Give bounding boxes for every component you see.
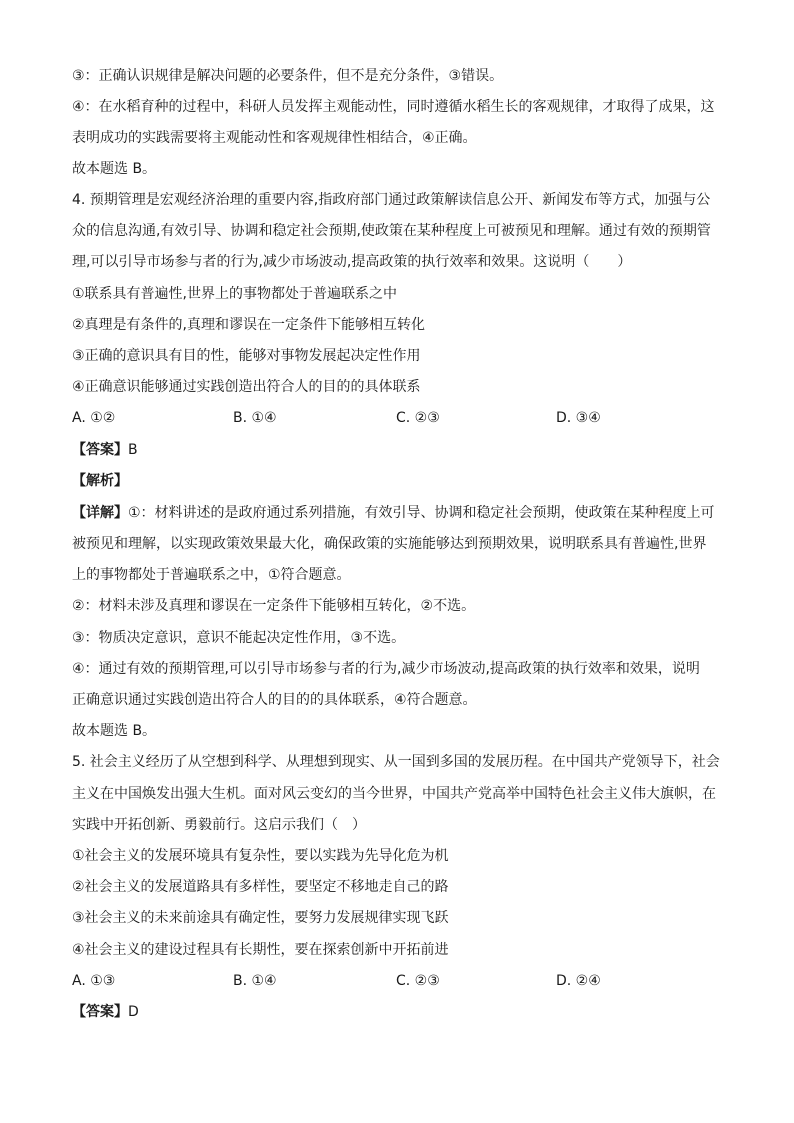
q5-answer-tag: 【答案】 xyxy=(72,1004,128,1020)
q4-answer-value: B xyxy=(128,442,138,458)
q5-stem-line-2: 主义在中国焕发出强大生机。面对风云变幻的当今世界，中国共产党高举中国特色社会主义伟大旗帜，在 xyxy=(72,786,716,802)
q5-statement-4: ④社会主义的建设过程具有长期性，要在探索创新中开拓前进 xyxy=(72,942,449,958)
q5-stem-line-1: 5. 社会主义经历了从空想到科学、从理想到现实、从一国到多国的发展历程。在中国共产党领导下，社会 xyxy=(72,754,720,770)
q4-stem-line-3: 理,可以引导市场参与者的行为,减少市场波动,提高政策的执行效率和效果。这说明（ ） xyxy=(72,254,632,270)
q4-statement-1: ①联系具有普遍性,世界上的事物都处于普遍联系之中 xyxy=(72,286,397,302)
q4-detail-1-line-1 xyxy=(72,503,732,523)
q4-detail-2: ②：材料未涉及真理和谬误在一定条件下能够相互转化，②不选。 xyxy=(72,598,476,614)
q3-analysis-item-4-line-2: 表明成功的实践需要将主观能动性和客观规律性相结合，④正确。 xyxy=(72,130,477,146)
q5-answer-value: D xyxy=(128,1004,139,1020)
q5-statement-2: ②社会主义的发展道路具有多样性，要坚定不移地走自己的路 xyxy=(72,879,449,895)
q4-detail-tag: 【详解】 xyxy=(72,505,128,521)
q4-statement-2: ②真理是有条件的,真理和谬误在一定条件下能够相互转化 xyxy=(72,317,425,333)
q4-detail-1-text: ①：材料讲述的是政府通过系列措施，有效引导、协调和稳定社会预期，使政策在某种程度上可 xyxy=(128,505,715,521)
q4-option-c: C. ②③ xyxy=(396,410,440,426)
q4-stem-line-2: 众的信息沟通,有效引导、协调和稳定社会预期,使政策在某种程度上可被预见和理解。通过有效的预期管 xyxy=(72,223,711,239)
q4-detail-4-line-2: 正确意识通过实践创造出符合人的目的的具体联系，④符合题意。 xyxy=(72,692,477,708)
q5-stem-line-3: 实践中开拓创新、勇毅前行。这启示我们（ ） xyxy=(72,817,366,833)
q3-analysis-item-3: ③：正确认识规律是解决问题的必要条件，但不是充分条件，③错误。 xyxy=(72,68,504,84)
q4-answer-tag: 【答案】 xyxy=(72,442,128,458)
q4-conclusion: 故本题选 B。 xyxy=(72,723,157,739)
q4-option-b: B. ①④ xyxy=(233,410,277,426)
q5-option-d: D. ②④ xyxy=(556,973,601,989)
q5-answer xyxy=(72,1002,732,1022)
q4-detail-4-line-1: ④：通过有效的预期管理,可以引导市场参与者的行为,减少市场波动,提高政策的执行效率和效果，说明 xyxy=(72,661,700,677)
q4-option-a: A. ①② xyxy=(72,410,116,426)
q5-option-a: A. ①③ xyxy=(72,973,116,989)
q4-detail-3: ③：物质决定意识，意识不能起决定性作用，③不选。 xyxy=(72,630,406,646)
q5-option-b: B. ①④ xyxy=(233,973,277,989)
q4-analysis-heading xyxy=(72,471,732,491)
q5-statement-3: ③社会主义的未来前途具有确定性，要努力发展规律实现飞跃 xyxy=(72,910,449,926)
q4-statement-3: ③正确的意识具有目的性，能够对事物发展起决定性作用 xyxy=(72,348,421,364)
q4-answer xyxy=(72,440,732,460)
q3-analysis-item-4-line-1: ④：在水稻育种的过程中，科研人员发挥主观能动性，同时遵循水稻生长的客观规律，才取得了成果，这 xyxy=(72,99,715,115)
q4-stem-line-1: 4. 预期管理是宏观经济治理的重要内容,指政府部门通过政策解读信息公开、新闻发布等方式，加强与公 xyxy=(72,192,711,208)
q4-statement-4: ④正确意识能够通过实践创造出符合人的目的的具体联系 xyxy=(72,379,421,395)
q5-statement-1: ①社会主义的发展环境具有复杂性，要以实践为先导化危为机 xyxy=(72,848,449,864)
q3-conclusion: 故本题选 B。 xyxy=(72,161,157,177)
q4-detail-1-line-2: 被预见和理解，以实现政策效果最大化，确保政策的实施能够达到预期效果，说明联系具有普遍性,世界 xyxy=(72,536,707,552)
q5-option-c: C. ②③ xyxy=(396,973,440,989)
q4-detail-1-line-3: 上的事物都处于普遍联系之中，①符合题意。 xyxy=(72,567,351,583)
q4-analysis-tag: 【解析】 xyxy=(72,473,128,489)
q4-option-d: D. ③④ xyxy=(556,410,601,426)
